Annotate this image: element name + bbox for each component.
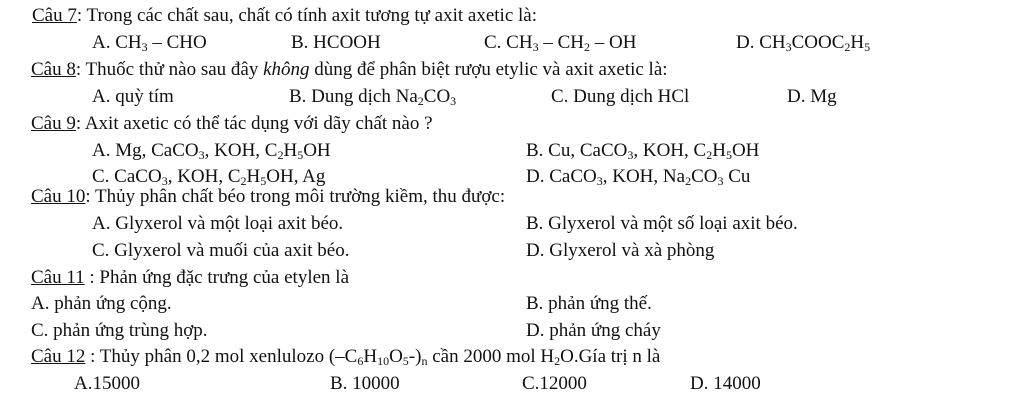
option-a: A. phản ứng cộng. <box>31 293 172 314</box>
question-9: Câu 9: Axit axetic có thể tác dụng với dãy chất nào ? <box>31 113 433 134</box>
option-c: C. phản ứng trùng hợp. <box>31 320 208 341</box>
option-b: B. 10000 <box>330 373 400 394</box>
option-d: D. CaCO$_3$, KOH, $Na_2CO_3$ Cu <box>526 166 751 188</box>
option-c: C. Dung dịch HCl <box>551 86 690 107</box>
option-a: A. quỳ tím <box>92 86 174 107</box>
option-a: A. Mg, CaCO$_3$, KOH, $C_2H_5OH$ <box>92 140 331 162</box>
option-b: B. Glyxerol và một số loại axit béo. <box>526 213 798 234</box>
option-c: C. CaCO$_3$, KOH, $C_2H_5OH$, Ag <box>92 166 326 188</box>
option-d: D. $CH_3COOC_2H_5$ <box>736 32 871 54</box>
option-d: D. Glyxerol và xà phòng <box>526 240 715 261</box>
option-d: D. Mg <box>787 86 837 107</box>
question-number: Câu 11 <box>31 267 85 288</box>
option-b: B. Dung dịch $Na_2CO_3$ <box>289 86 457 108</box>
question-7 <box>32 6 537 30</box>
option-c: C. Glyxerol và muối của axit béo. <box>92 240 350 261</box>
option-a: A. $CH_3$ – CHO <box>92 32 207 54</box>
option-d: D. phản ứng cháy <box>526 320 661 341</box>
question-number: Câu 8 <box>31 59 76 80</box>
question-number: Câu 10 <box>31 186 86 207</box>
question-number: Câu 7 <box>32 5 77 26</box>
question-number: Câu 9 <box>31 113 76 134</box>
question-text: : Trong các chất sau, chất có tính axit tương tự axit axetic là: <box>76 5 537 26</box>
option-a: A. Glyxerol và một loại axit béo. <box>92 213 344 234</box>
option-b: B. phản ứng thế. <box>526 293 652 314</box>
option-d: D. 14000 <box>690 373 761 394</box>
question-11: Câu 11 : Phản ứng đặc trưng của etylen là <box>31 267 350 288</box>
question-number: Câu 12 <box>31 346 86 367</box>
question-8: Câu 8: Thuốc thử nào sau đây không dùng để phân biệt rượu etylic và axit axetic là: <box>31 59 668 80</box>
question-12: Câu 12 : Thủy phân 0,2 mol xenlulozo $(-C_6H_{10}O_5-)_n$ cần 2000 mol $H_2O.Gía$ trị n là <box>31 346 661 368</box>
option-c: C. $CH_3 - CH_2$ – OH <box>484 32 637 54</box>
option-b: B. Cu, CaCO$_3$, KOH, $C_2H_5OH$ <box>526 140 760 162</box>
option-c: C.12000 <box>522 373 587 394</box>
option-a: A.15000 <box>74 373 140 394</box>
question-10: Câu 10: Thủy phân chất béo trong môi trường kiềm, thu được: <box>31 186 506 207</box>
option-b: B. HCOOH <box>291 32 381 53</box>
